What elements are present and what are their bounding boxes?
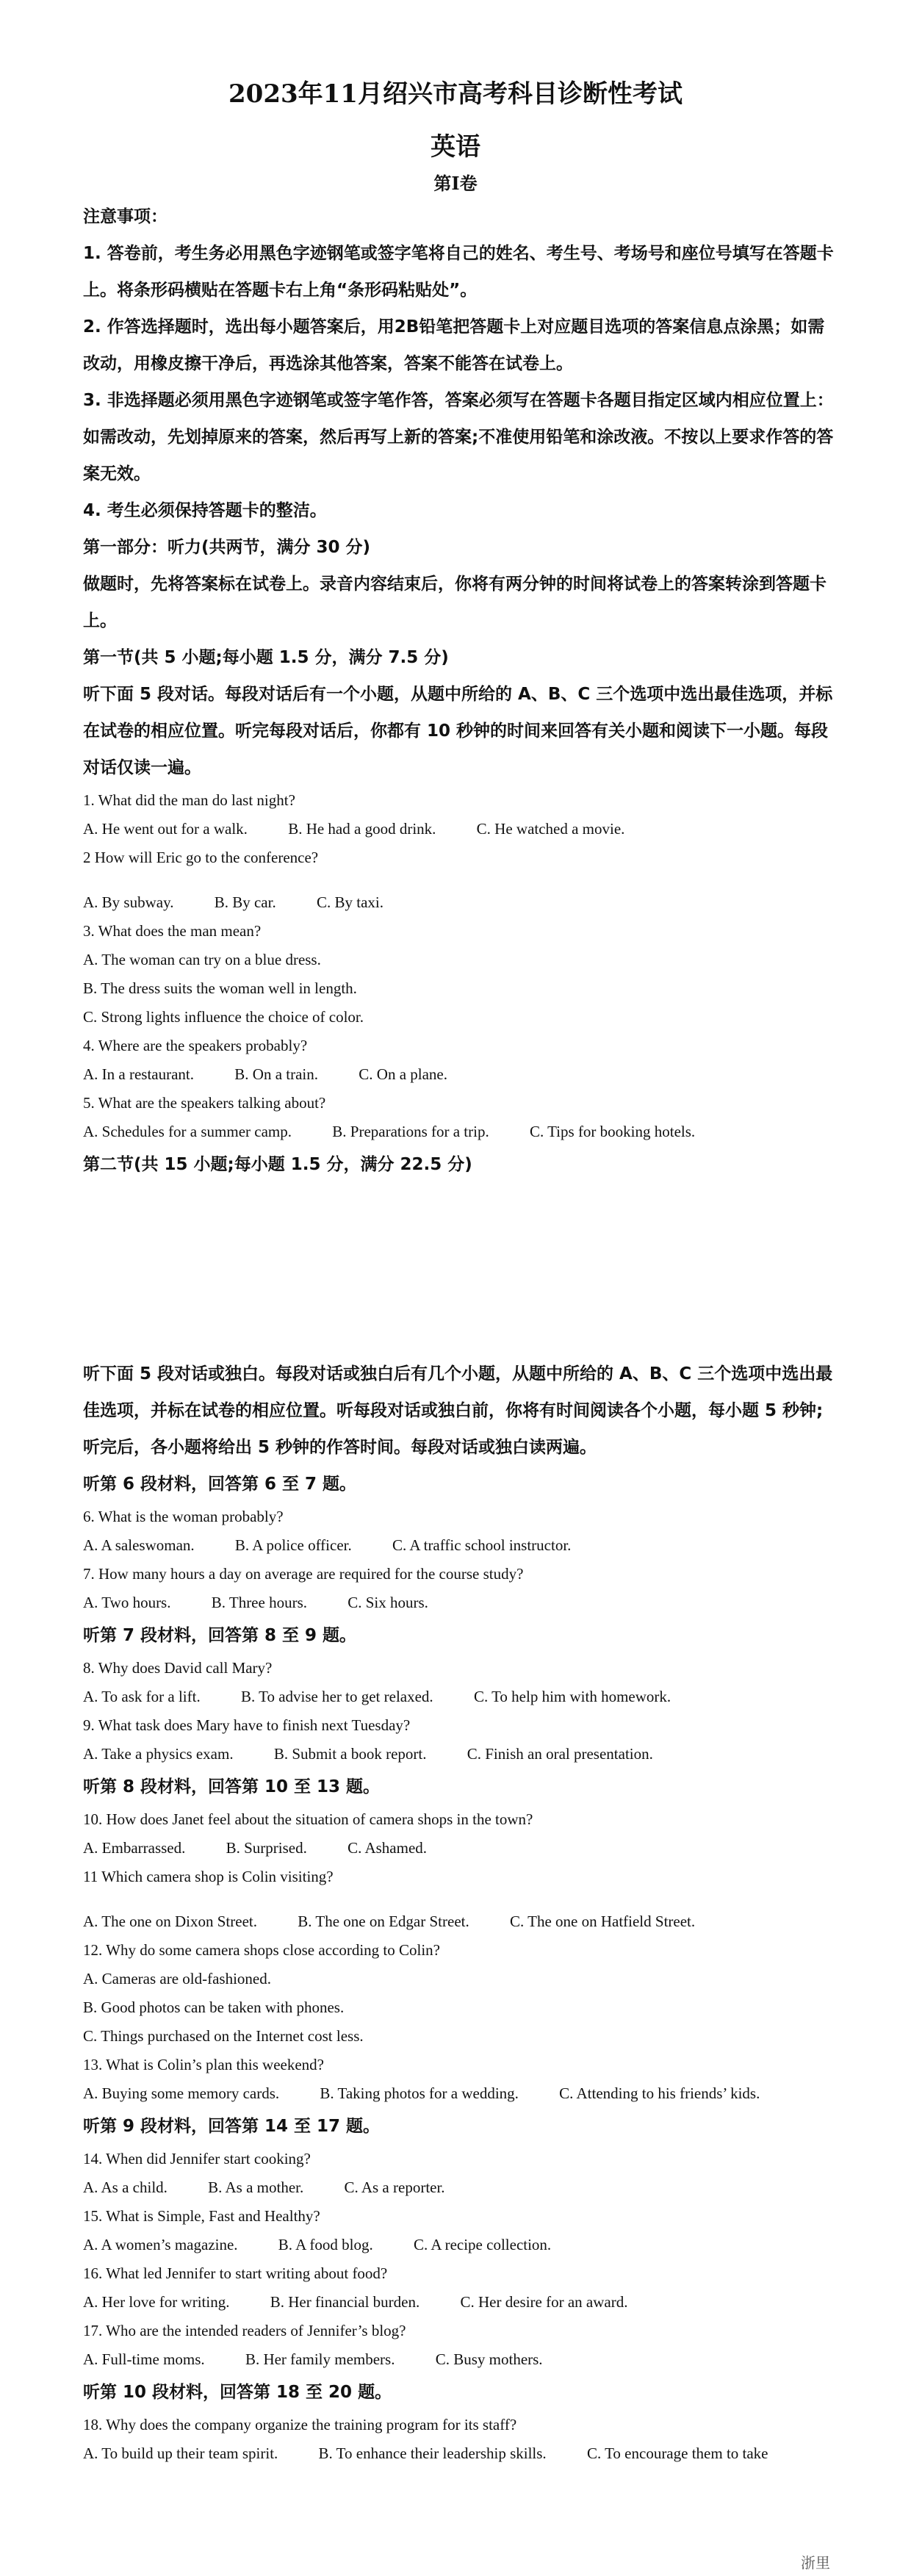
option-c: C. The one on Hatfield Street.	[509, 1913, 696, 1930]
option-a: A. To ask for a lift.	[83, 1688, 201, 1705]
option-c: C. Tips for booking hotels.	[529, 1123, 696, 1140]
question-text: 11 Which camera shop is Colin visiting?	[83, 1868, 334, 1885]
section2-heading: 第二节(共 15 小题;每小题 1.5 分，满分 22.5 分)	[83, 1155, 472, 1174]
footer-mark: 浙里	[801, 2554, 830, 2572]
part1-heading: 第一部分：听力(共两节，满分 30 分)	[83, 538, 371, 557]
note-4: 4. 考生必须保持答题卡的整洁。	[83, 501, 327, 520]
options-row	[83, 1683, 840, 1711]
options-row	[83, 2079, 840, 2108]
group-heading: 听第 6 段材料，回答第 6 至 7 题。	[83, 1475, 357, 1494]
note-1: 1. 答卷前，考生务必用黑色字迹钢笔或签字笔将自己的姓名、考生号、考场号和座位号填写在答题卡上。将条形码横贴在答题卡右上角“条形码粘贴处”。	[83, 244, 834, 300]
option-b: B. The one on Edgar Street.	[298, 1913, 469, 1930]
question-text: 14. When did Jennifer start cooking?	[83, 2150, 311, 2167]
group-heading: 听第 10 段材料，回答第 18 至 20 题。	[83, 2383, 392, 2402]
option-a: A. Buying some memory cards.	[83, 2084, 280, 2102]
option-b: B. A police officer.	[234, 1536, 352, 1554]
option-a: A. As a child.	[83, 2179, 168, 2196]
question-text: 7. How many hours a day on average are required for the course study?	[83, 1565, 524, 1583]
option-c: C. A recipe collection.	[413, 2236, 552, 2253]
option-b: B. The dress suits the woman well in length.	[83, 979, 357, 997]
option-a: A. To build up their team spirit.	[83, 2444, 278, 2462]
option-c: C. By taxi.	[316, 893, 384, 911]
option-b: B. He had a good drink.	[288, 820, 436, 838]
option-a: A. Two hours.	[83, 1594, 171, 1611]
group-heading: 听第 8 段材料，回答第 10 至 13 题。	[83, 1777, 381, 1796]
part1-intro: 做题时，先将答案标在试卷上。录音内容结束后，你将有两分钟的时间将试卷上的答案转涂到答题卡上。	[83, 575, 827, 630]
option-b: B. To advise her to get relaxed.	[240, 1688, 433, 1705]
subject-title: 英语	[431, 132, 480, 162]
option-c: C. Ashamed.	[348, 1839, 428, 1857]
option-a: A. Take a physics exam.	[83, 1745, 234, 1763]
question-text: 18. Why does the company organize the training program for its staff?	[83, 2416, 517, 2433]
section1-instructions: 听下面 5 段对话。每段对话后有一个小题，从题中所给的 A、B、C 三个选项中选出最佳选项，并标在试卷的相应位置。听完每段对话后，你都有 10 秒钟的时间来回答有关小题和阅读下一小题。每段对话仅读一遍。	[83, 685, 833, 777]
option-b: B. As a mother.	[208, 2179, 304, 2196]
option-a: A. A women’s magazine.	[83, 2236, 238, 2253]
option-c: C. Strong lights influence the choice of color.	[83, 1008, 364, 1026]
question-text: 4. Where are the speakers probably?	[83, 1037, 308, 1054]
option-a: A. Her love for writing.	[83, 2293, 230, 2311]
options-row	[83, 2345, 840, 2374]
question-text: 13. What is Colin’s plan this weekend?	[83, 2056, 324, 2073]
question-text: 16. What led Jennifer to start writing about food?	[83, 2264, 388, 2282]
option-b: B. Good photos can be taken with phones.	[83, 1998, 345, 2016]
options-row	[83, 1834, 840, 1863]
option-b: B. Her family members.	[245, 2350, 395, 2368]
option-c: C. A traffic school instructor.	[392, 1536, 572, 1554]
group-heading: 听第 9 段材料，回答第 14 至 17 题。	[83, 2117, 381, 2136]
option-a: A. A saleswoman.	[83, 1536, 195, 1554]
options-row	[83, 1118, 840, 1146]
option-c: C. Finish an oral presentation.	[467, 1745, 653, 1763]
option-c: C. Busy mothers.	[435, 2350, 543, 2368]
options-row	[83, 1589, 840, 1617]
options-row	[83, 1740, 840, 1769]
option-c: C. Six hours.	[348, 1594, 428, 1611]
note-3: 3. 非选择题必须用黑色字迹钢笔或签字笔作答，答案必须写在答题卡各题目指定区域内相应位置上：如需改动，先划掉原来的答案，然后再写上新的答案;不准使用铅笔和涂改液。不按以上要求作答的答案无效。	[83, 391, 834, 483]
option-a: A. Schedules for a summer camp.	[83, 1123, 292, 1140]
option-a: A. Full-time moms.	[83, 2350, 205, 2368]
section2-instructions: 听下面 5 段对话或独白。每段对话或独白后有几个小题，从题中所给的 A、B、C 三个选项中选出最佳选项，并标在试卷的相应位置。听每段对话或独白前，你将有时间阅读各个小题，每小题 5 秒钟;听完后，各小题将给出 5 秒钟的作答时间。每段对话或独白读两遍。	[83, 1364, 833, 1457]
question-text: 15. What is Simple, Fast and Healthy?	[83, 2207, 320, 2225]
option-c: C. Things purchased on the Internet cost less.	[83, 2027, 364, 2045]
exam-title: 2023年11月绍兴市高考科目诊断性考试	[228, 79, 683, 109]
option-b: B. Preparations for a trip.	[332, 1123, 489, 1140]
option-b: B. To enhance their leadership skills.	[318, 2444, 547, 2462]
section1-heading: 第一节(共 5 小题;每小题 1.5 分，满分 7.5 分)	[83, 648, 449, 667]
option-a: A. By subway.	[83, 893, 174, 911]
question-text: 17. Who are the intended readers of Jennifer’s blog?	[83, 2322, 406, 2339]
option-b: B. Her financial burden.	[270, 2293, 420, 2311]
question	[83, 843, 840, 917]
question-text: 12. Why do some camera shops close according to Colin?	[83, 1941, 440, 1959]
options-row	[83, 2231, 840, 2259]
question-text: 5. What are the speakers talking about?	[83, 1094, 326, 1112]
options-row	[83, 1531, 840, 1560]
question-text: 1. What did the man do last night?	[83, 791, 295, 809]
question-text: 6. What is the woman probably?	[83, 1508, 284, 1525]
options-row	[83, 815, 840, 843]
question-text: 9. What task does Mary have to finish next Tuesday?	[83, 1716, 411, 1734]
option-c: C. He watched a movie.	[476, 820, 625, 838]
question-text: 2 How will Eric go to the conference?	[83, 849, 319, 866]
option-c: C. To help him with homework.	[473, 1688, 671, 1705]
section2-block	[83, 1356, 840, 2468]
options-row	[83, 2288, 840, 2317]
option-b: B. By car.	[214, 893, 276, 911]
options-row	[83, 1907, 840, 1936]
options-row	[83, 2439, 840, 2468]
group-heading: 听第 7 段材料，回答第 8 至 9 题。	[83, 1626, 357, 1645]
question-text: 8. Why does David call Mary?	[83, 1659, 273, 1677]
option-c: C. Her desire for an award.	[460, 2293, 628, 2311]
option-b: B. On a train.	[234, 1065, 319, 1083]
notes-heading: 注意事项：	[83, 207, 168, 226]
option-c: C. Attending to his friends’ kids.	[559, 2084, 760, 2102]
option-b: B. Three hours.	[211, 1594, 307, 1611]
option-b: B. A food blog.	[278, 2236, 373, 2253]
volume-label: 第Ⅰ卷	[433, 173, 478, 194]
option-c: C. As a reporter.	[344, 2179, 445, 2196]
question-text: 10. How does Janet feel about the situation of camera shops in the town?	[83, 1810, 533, 1828]
question-text: 3. What does the man mean?	[83, 922, 262, 940]
option-a: A. The one on Dixon Street.	[83, 1913, 257, 1930]
notes-block	[83, 198, 840, 1183]
option-b: B. Submit a book report.	[273, 1745, 427, 1763]
option-a: A. The woman can try on a blue dress.	[83, 951, 321, 968]
note-2: 2. 作答选择题时，选出每小题答案后，用2B铅笔把答题卡上对应题目选项的答案信息点涂黑；如需改动，用橡皮擦干净后，再选涂其他答案，答案不能答在试卷上。	[83, 317, 825, 373]
option-a: A. In a restaurant.	[83, 1065, 195, 1083]
question	[83, 1089, 840, 1146]
question	[83, 917, 840, 1032]
option-a: A. Cameras are old-fashioned.	[83, 1970, 271, 1987]
options-row	[83, 1060, 840, 1089]
option-c: C. To encourage them to take	[586, 2444, 768, 2462]
option-b: B. Surprised.	[226, 1839, 307, 1857]
option-c: C. On a plane.	[359, 1065, 447, 1083]
options-row	[83, 888, 840, 917]
question	[83, 786, 840, 843]
question	[83, 1032, 840, 1089]
option-b: B. Taking photos for a wedding.	[320, 2084, 519, 2102]
option-a: A. Embarrassed.	[83, 1839, 186, 1857]
options-row	[83, 2173, 840, 2202]
option-a: A. He went out for a walk.	[83, 820, 248, 838]
